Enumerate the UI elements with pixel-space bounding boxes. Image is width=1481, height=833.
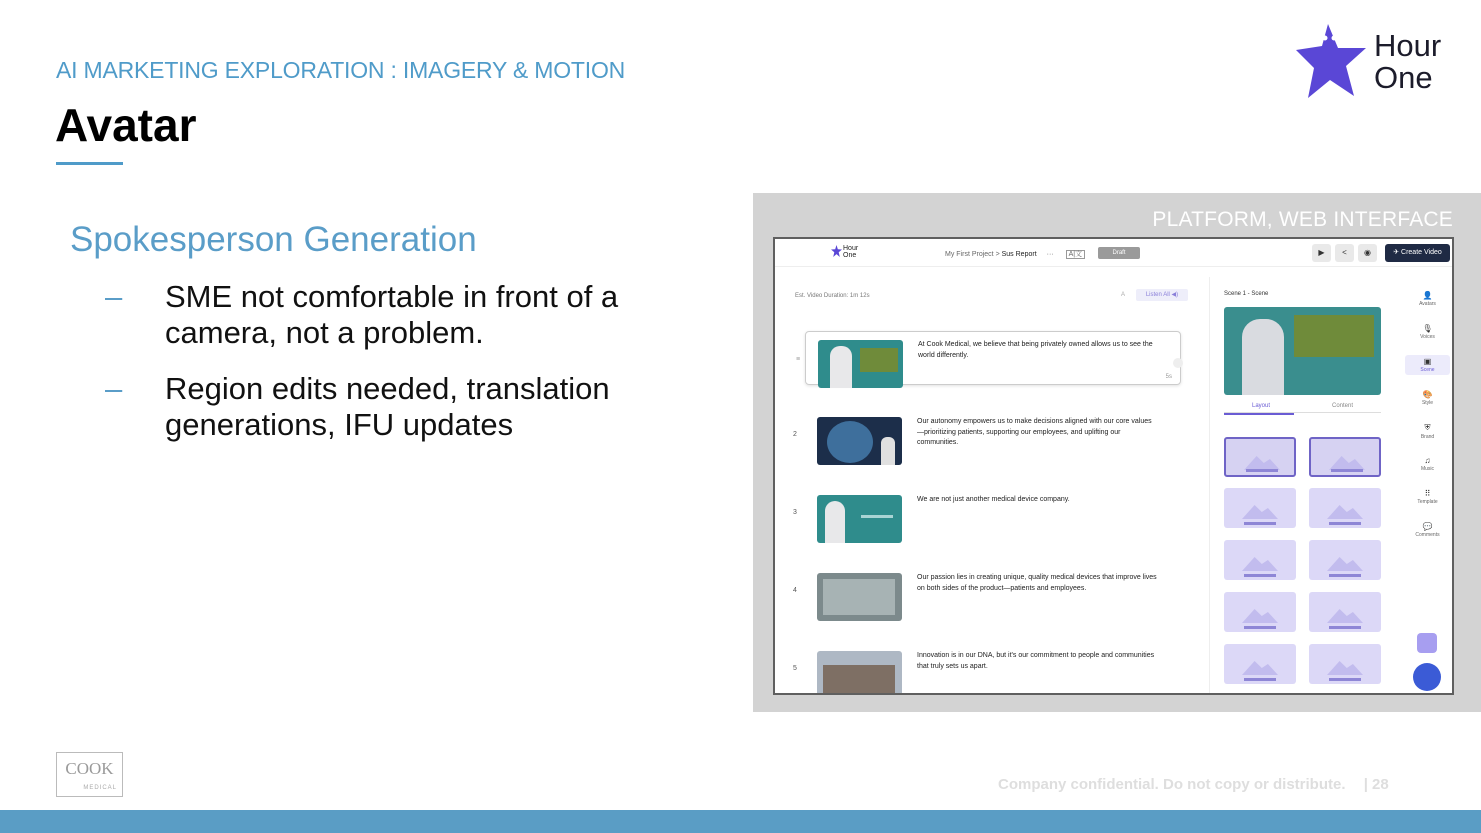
- bullet-text: SME not comfortable in front of a camera, not a problem.: [165, 279, 619, 350]
- scene-script[interactable]: Our autonomy empowers us to make decisions aligned with our core values—prioritizing patients, supporting our employees, and uplifting our communities.: [917, 418, 1152, 446]
- hour-one-app-window: [773, 237, 1454, 695]
- preview-button[interactable]: ◉: [1358, 244, 1377, 262]
- bullet-item: [105, 371, 685, 443]
- bullet-dash: –: [105, 371, 123, 406]
- layout-option[interactable]: [1224, 437, 1296, 477]
- layout-option[interactable]: [1309, 644, 1381, 684]
- cook-logo-sub: MEDICAL: [83, 785, 117, 791]
- hour-one-logo: [1296, 22, 1476, 102]
- scene-duration: 5s: [1165, 374, 1172, 380]
- bullet-text: Region edits needed, translation generations, IFU updates: [165, 371, 610, 442]
- layout-option[interactable]: [1224, 644, 1296, 684]
- microphone-icon: 🎙: [1422, 324, 1433, 333]
- comments-icon: 💬: [1422, 522, 1433, 531]
- avatar-figure: [881, 437, 895, 465]
- platform-screenshot-panel: [753, 193, 1481, 712]
- confidential-notice: Company confidential. Do not copy or distribute.: [998, 776, 1346, 793]
- layout-option[interactable]: [1224, 592, 1296, 632]
- avatar-figure: [830, 346, 852, 388]
- scene-thumbnail[interactable]: [817, 651, 902, 695]
- layout-option[interactable]: [1309, 437, 1381, 477]
- breadcrumb: [945, 249, 1085, 259]
- font-icon[interactable]: A: [1121, 292, 1126, 298]
- bullet-list: [105, 279, 685, 463]
- scene-settings-panel: [1209, 277, 1389, 695]
- office-image: [823, 579, 895, 615]
- people-image: [823, 665, 895, 695]
- layout-option[interactable]: [1309, 540, 1381, 580]
- scene-thumbnail[interactable]: [817, 573, 902, 621]
- layout-option[interactable]: [1224, 540, 1296, 580]
- rail-label: Music: [1420, 466, 1435, 472]
- scene-row[interactable]: [796, 331, 1181, 385]
- breadcrumb-project[interactable]: My First Project: [945, 251, 994, 258]
- play-button[interactable]: ▶: [1312, 244, 1331, 262]
- rail-label: Template: [1417, 499, 1438, 505]
- rail-label: Comments: [1415, 532, 1440, 538]
- palette-icon: 🎨: [1422, 390, 1433, 399]
- landscape-image: [860, 348, 898, 372]
- scene-preview[interactable]: [1224, 307, 1381, 395]
- scene-tabs: [1224, 399, 1381, 413]
- layout-option[interactable]: [1309, 592, 1381, 632]
- status-badge: Draft: [1098, 247, 1140, 259]
- music-icon: ♫: [1424, 456, 1431, 465]
- rail-label: Voices: [1420, 334, 1435, 340]
- scene-script[interactable]: Our passion lies in creating unique, quality medical devices that improve lives on both sides of the product—patients and employees.: [917, 574, 1157, 592]
- scene-number: 3: [793, 509, 797, 516]
- scene-row[interactable]: [793, 643, 1181, 695]
- scene-row[interactable]: [793, 409, 1181, 463]
- layout-option[interactable]: [1224, 488, 1296, 528]
- create-video-button[interactable]: ✈ Create Video: [1385, 244, 1450, 262]
- layout-option[interactable]: [1309, 488, 1381, 528]
- confidential-footer: [998, 776, 1389, 793]
- rail-label: Style: [1421, 400, 1434, 406]
- breadcrumb-separator: >: [995, 251, 1000, 258]
- app-logo-line2: One: [843, 252, 857, 259]
- footer-bar: [0, 810, 1481, 833]
- scene-number: 2: [793, 431, 797, 438]
- avatar-figure: [1242, 319, 1284, 395]
- tab-content[interactable]: Content: [1332, 403, 1354, 409]
- scene-row[interactable]: [793, 487, 1181, 541]
- ai-assist-button[interactable]: [1417, 633, 1437, 653]
- tab-layout[interactable]: Layout: [1252, 403, 1271, 409]
- scene-icon: ▣: [1423, 357, 1432, 366]
- brand-icon: ⛨: [1424, 423, 1431, 432]
- caption-line: [861, 515, 893, 518]
- language-icon[interactable]: A|文: [1066, 250, 1086, 259]
- bullet-dash: –: [105, 279, 123, 314]
- rail-scene[interactable]: [1405, 355, 1450, 375]
- rail-brand[interactable]: [1405, 423, 1450, 440]
- scene-number: 4: [793, 587, 797, 594]
- hour-one-star-icon: [1296, 22, 1368, 100]
- landscape-image: [1294, 315, 1374, 357]
- rail-comments[interactable]: [1405, 522, 1450, 538]
- rail-music[interactable]: [1405, 456, 1450, 472]
- scene-list: [781, 275, 1201, 695]
- share-button[interactable]: <: [1335, 244, 1354, 262]
- video-duration: Est. Video Duration: 1m 12s: [795, 293, 870, 299]
- avatar-icon: 👤: [1422, 291, 1433, 300]
- rail-style[interactable]: [1405, 390, 1450, 406]
- globe-image: [827, 421, 873, 463]
- scene-script[interactable]: We are not just another medical device company.: [917, 496, 1070, 503]
- cook-logo-text: COOK: [65, 759, 114, 778]
- section-subhead: Spokesperson Generation: [70, 220, 477, 259]
- template-icon: ⠿: [1424, 489, 1431, 498]
- speaker-icon[interactable]: [1173, 358, 1183, 368]
- scene-panel-title: Scene 1 - Scene: [1224, 291, 1269, 297]
- breadcrumb-current[interactable]: Sus Report: [1001, 251, 1037, 258]
- scene-number: 5: [793, 665, 797, 672]
- scene-thumbnail[interactable]: [817, 495, 902, 543]
- hour-one-star-icon: [831, 245, 842, 257]
- cook-medical-logo: [56, 752, 123, 797]
- scene-script[interactable]: At Cook Medical, we believe that being privately owned allows us to see the world differently.: [918, 341, 1153, 359]
- logo-line-hour: Hour: [1374, 28, 1442, 63]
- scene-row[interactable]: [793, 565, 1181, 619]
- panel-label: PLATFORM, WEB INTERFACE: [1152, 208, 1453, 231]
- rail-label: Avatars: [1419, 301, 1436, 307]
- scene-thumbnail[interactable]: [818, 340, 903, 388]
- app-logo-line1: Hour: [843, 245, 859, 252]
- logo-line-one: One: [1374, 60, 1433, 95]
- rail-template[interactable]: [1405, 489, 1450, 505]
- title-underline: [56, 162, 123, 165]
- listen-all-button[interactable]: Listen All ◀): [1136, 289, 1188, 301]
- tool-rail: [1405, 277, 1450, 695]
- slide-eyebrow: AI MARKETING EXPLORATION : IMAGERY & MOTION: [56, 57, 626, 83]
- rail-label: Scene: [1420, 367, 1435, 373]
- avatar-figure: [825, 501, 845, 543]
- chat-support-button[interactable]: [1413, 663, 1441, 691]
- scene-script[interactable]: Innovation is in our DNA, but it's our commitment to people and communities that truly sets us apart.: [917, 652, 1155, 670]
- more-icon[interactable]: ···: [1046, 251, 1054, 258]
- rail-voices[interactable]: [1405, 324, 1450, 340]
- bullet-item: [105, 279, 685, 351]
- slide-title: Avatar: [55, 99, 197, 151]
- rail-label: Brand: [1420, 434, 1435, 440]
- scene-thumbnail[interactable]: [817, 417, 902, 465]
- page-number: | 28: [1363, 776, 1389, 793]
- app-logo[interactable]: [843, 245, 858, 259]
- drag-handle-icon[interactable]: ≡: [796, 356, 801, 363]
- rail-avatars[interactable]: [1405, 291, 1450, 307]
- app-topbar: [775, 239, 1452, 267]
